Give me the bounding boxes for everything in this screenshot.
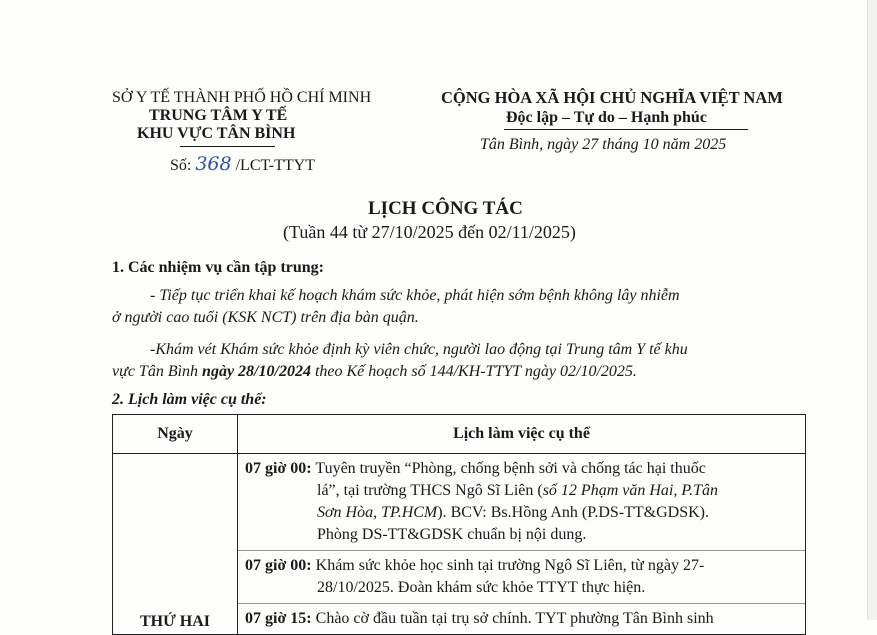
item-address: Sơn Hòa, TP.HCM — [317, 504, 438, 521]
item-divider — [238, 603, 805, 604]
section2-heading: 2. Lịch làm việc cụ thể: — [112, 391, 267, 408]
schedule-item — [245, 608, 797, 630]
place-date: Tân Bình, ngày 27 tháng 10 năm 2025 — [480, 136, 727, 153]
number-suffix: /LCT-TTYT — [235, 157, 316, 174]
header-underline-left — [180, 146, 275, 147]
p2-date: ngày 28/10/2024 — [202, 363, 311, 380]
section1-heading: 1. Các nhiệm vụ cần tập trung: — [112, 259, 325, 276]
section1-p2-line1: -Khám vét Khám sức khỏe định kỳ viên chức, người lao động tại Trung tâm Y tế khu — [150, 341, 688, 358]
handwritten-number: 368 — [195, 153, 232, 175]
day-label: THỨ HAI — [139, 613, 211, 630]
item-address: số 12 Phạm văn Hai, P.Tân — [542, 482, 718, 499]
header-underline-right — [504, 129, 748, 130]
day-cell — [113, 454, 238, 635]
col-schedule-header: Lịch làm việc cụ thể — [238, 415, 806, 454]
header-center: TRUNG TÂM Y TẾ — [149, 107, 288, 124]
item-time: 07 giờ 00: — [245, 557, 312, 574]
table-header-row — [113, 415, 806, 454]
p2-text-a: vực Tân Bình — [112, 363, 203, 380]
header-dept: SỞ Y TẾ THÀNH PHỐ HỒ CHÍ MINH — [112, 89, 372, 106]
item-text: lá”, tại trường THCS Ngô Sĩ Liên ( — [317, 482, 543, 499]
header-region: KHU VỰC TÂN BÌNH — [137, 125, 296, 142]
item-text: Tuyên truyền “Phòng, chống bệnh sởi và chống tác hại thuốc — [311, 460, 706, 477]
p2-text-c: theo Kế hoạch số 144/KH-TTYT ngày 02/10/2025. — [310, 363, 637, 380]
document-subtitle: (Tuần 44 từ 27/10/2025 đến 02/11/2025) — [283, 222, 576, 242]
section1-p1-line2: ở người cao tuổi (KSK NCT) trên địa bàn quận. — [112, 309, 419, 326]
document-number — [170, 155, 315, 175]
col-day-header: Ngày — [113, 415, 238, 454]
table-row — [113, 454, 806, 635]
schedule-table — [112, 414, 806, 635]
schedule-cell — [238, 454, 806, 635]
item-divider — [238, 550, 805, 551]
schedule-item — [245, 555, 797, 599]
section1-p1-line1: - Tiếp tục triển khai kế hoạch khám sức khỏe, phát hiện sớm bệnh không lây nhiễm — [150, 287, 680, 304]
item-text: Chào cờ đầu tuần tại trụ sở chính. TYT phường Tân Bình sinh — [311, 610, 714, 627]
schedule-item — [245, 458, 797, 546]
section1-p2-line2 — [112, 360, 637, 383]
item-text: Phòng DS-TT&GDSK chuẩn bị nội dung. — [317, 526, 587, 543]
item-time: 07 giờ 00: — [245, 460, 312, 477]
number-prefix: Số: — [170, 157, 192, 174]
item-text: Khám sức khỏe học sinh tại trường Ngô Sĩ Liên, từ ngày 27- — [311, 557, 705, 574]
item-text: 28/10/2025. Đoàn khám sức khỏe TTYT thực hiện. — [317, 579, 646, 596]
document-title: LỊCH CÔNG TÁC — [368, 198, 523, 219]
header-republic: CỘNG HÒA XÃ HỘI CHỦ NGHĨA VIỆT NAM — [441, 88, 783, 107]
item-text: ). BCV: Bs.Hồng Anh (P.DS-TT&GDSK). — [437, 504, 709, 521]
header-motto: Độc lập – Tự do – Hạnh phúc — [506, 109, 707, 126]
page-edge — [867, 0, 877, 620]
item-time: 07 giờ 15: — [245, 610, 312, 627]
